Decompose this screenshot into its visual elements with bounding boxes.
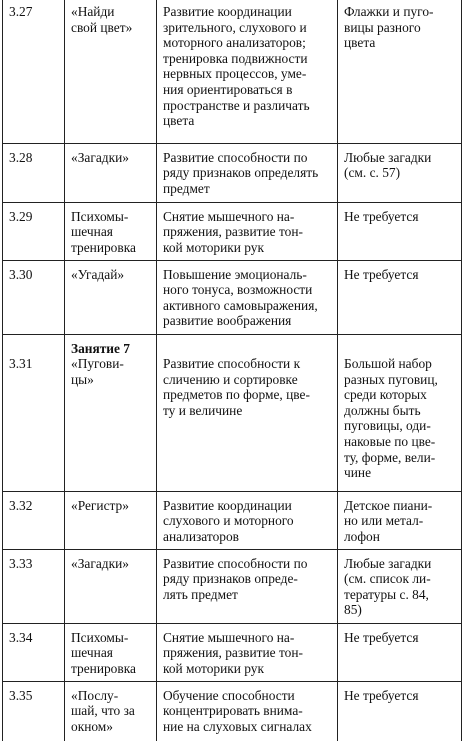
- purpose-text: Развитие координации слухового и моторного анализаторов: [157, 491, 338, 549]
- materials-text: Не требуется: [338, 202, 462, 260]
- row-number: 3.33: [3, 549, 65, 623]
- row-number: 3.35: [3, 681, 65, 741]
- table-row: [3, 143, 462, 202]
- materials-text: Не требуется: [338, 623, 462, 681]
- row-number: 3.31: [3, 334, 65, 491]
- materials-text: Не требуется: [338, 260, 462, 334]
- purpose-text: Развитие способности по ряду признаков опреде- лять предмет: [157, 549, 338, 623]
- table-row: [3, 681, 462, 741]
- lesson-heading: Занятие 7: [71, 340, 131, 356]
- purpose-text: Развитие способности к сличению и сортировке предметов по форме, цве- ту и величине: [157, 334, 338, 491]
- game-name: «Найди свой цвет»: [65, 0, 157, 143]
- materials-text: Не требуется: [338, 681, 462, 741]
- table-row: [3, 491, 462, 549]
- row-number: 3.27: [3, 0, 65, 143]
- materials-text: Детское пиани- но или метал- лофон: [338, 491, 462, 549]
- row-number: 3.29: [3, 202, 65, 260]
- materials-text: Большой набор разных пуговиц, среди которых должны быть пуговицы, оди- наковые по цве- ту, форме, вели- чине: [338, 334, 462, 491]
- table-row: [3, 260, 462, 334]
- game-name: «Регистр»: [65, 491, 157, 549]
- table-row: [3, 0, 462, 143]
- game-name: Психомы- шечная тренировка: [65, 202, 157, 260]
- game-name: «Загадки»: [65, 549, 157, 623]
- purpose-text: Повышение эмоциональ- ного тонуса, возможности активного самовыражения, развитие воображения: [157, 260, 338, 334]
- table-row: [3, 549, 462, 623]
- row-number: 3.32: [3, 491, 65, 549]
- game-name: «Послу- шай, что за окном»: [65, 681, 157, 741]
- purpose-text: Развитие координации зрительного, слухового и моторного анализаторов; тренировка подвижности нервных процессов, уме- ния ориентироваться в пространстве и различать цвета: [157, 0, 338, 143]
- table-row: [3, 202, 462, 260]
- materials-text: Любые загадки (см. с. 57): [338, 143, 462, 202]
- activities-table: [2, 0, 462, 741]
- row-number: 3.28: [3, 143, 65, 202]
- purpose-text: Снятие мышечного на- пряжения, развитие тон- кой моторики рук: [157, 202, 338, 260]
- game-name: Занятие 7 «Пугови- цы»: [65, 334, 157, 491]
- materials-text: Флажки и пуго- вицы разного цвета: [338, 0, 462, 143]
- table-row: [3, 623, 462, 681]
- table-row: [3, 334, 462, 491]
- purpose-text: Развитие способности по ряду признаков определять предмет: [157, 143, 338, 202]
- materials-text: Любые загадки (см. список ли- тературы с. 84, 85): [338, 549, 462, 623]
- purpose-text: Обучение способности концентрировать внима- ние на слуховых сигналах: [157, 681, 338, 741]
- game-name: «Угадай»: [65, 260, 157, 334]
- row-number: 3.34: [3, 623, 65, 681]
- game-name: «Загадки»: [65, 143, 157, 202]
- purpose-text: Снятие мышечного на- пряжения, развитие тон- кой моторики рук: [157, 623, 338, 681]
- row-number: 3.30: [3, 260, 65, 334]
- game-name: Психомы- шечная тренировка: [65, 623, 157, 681]
